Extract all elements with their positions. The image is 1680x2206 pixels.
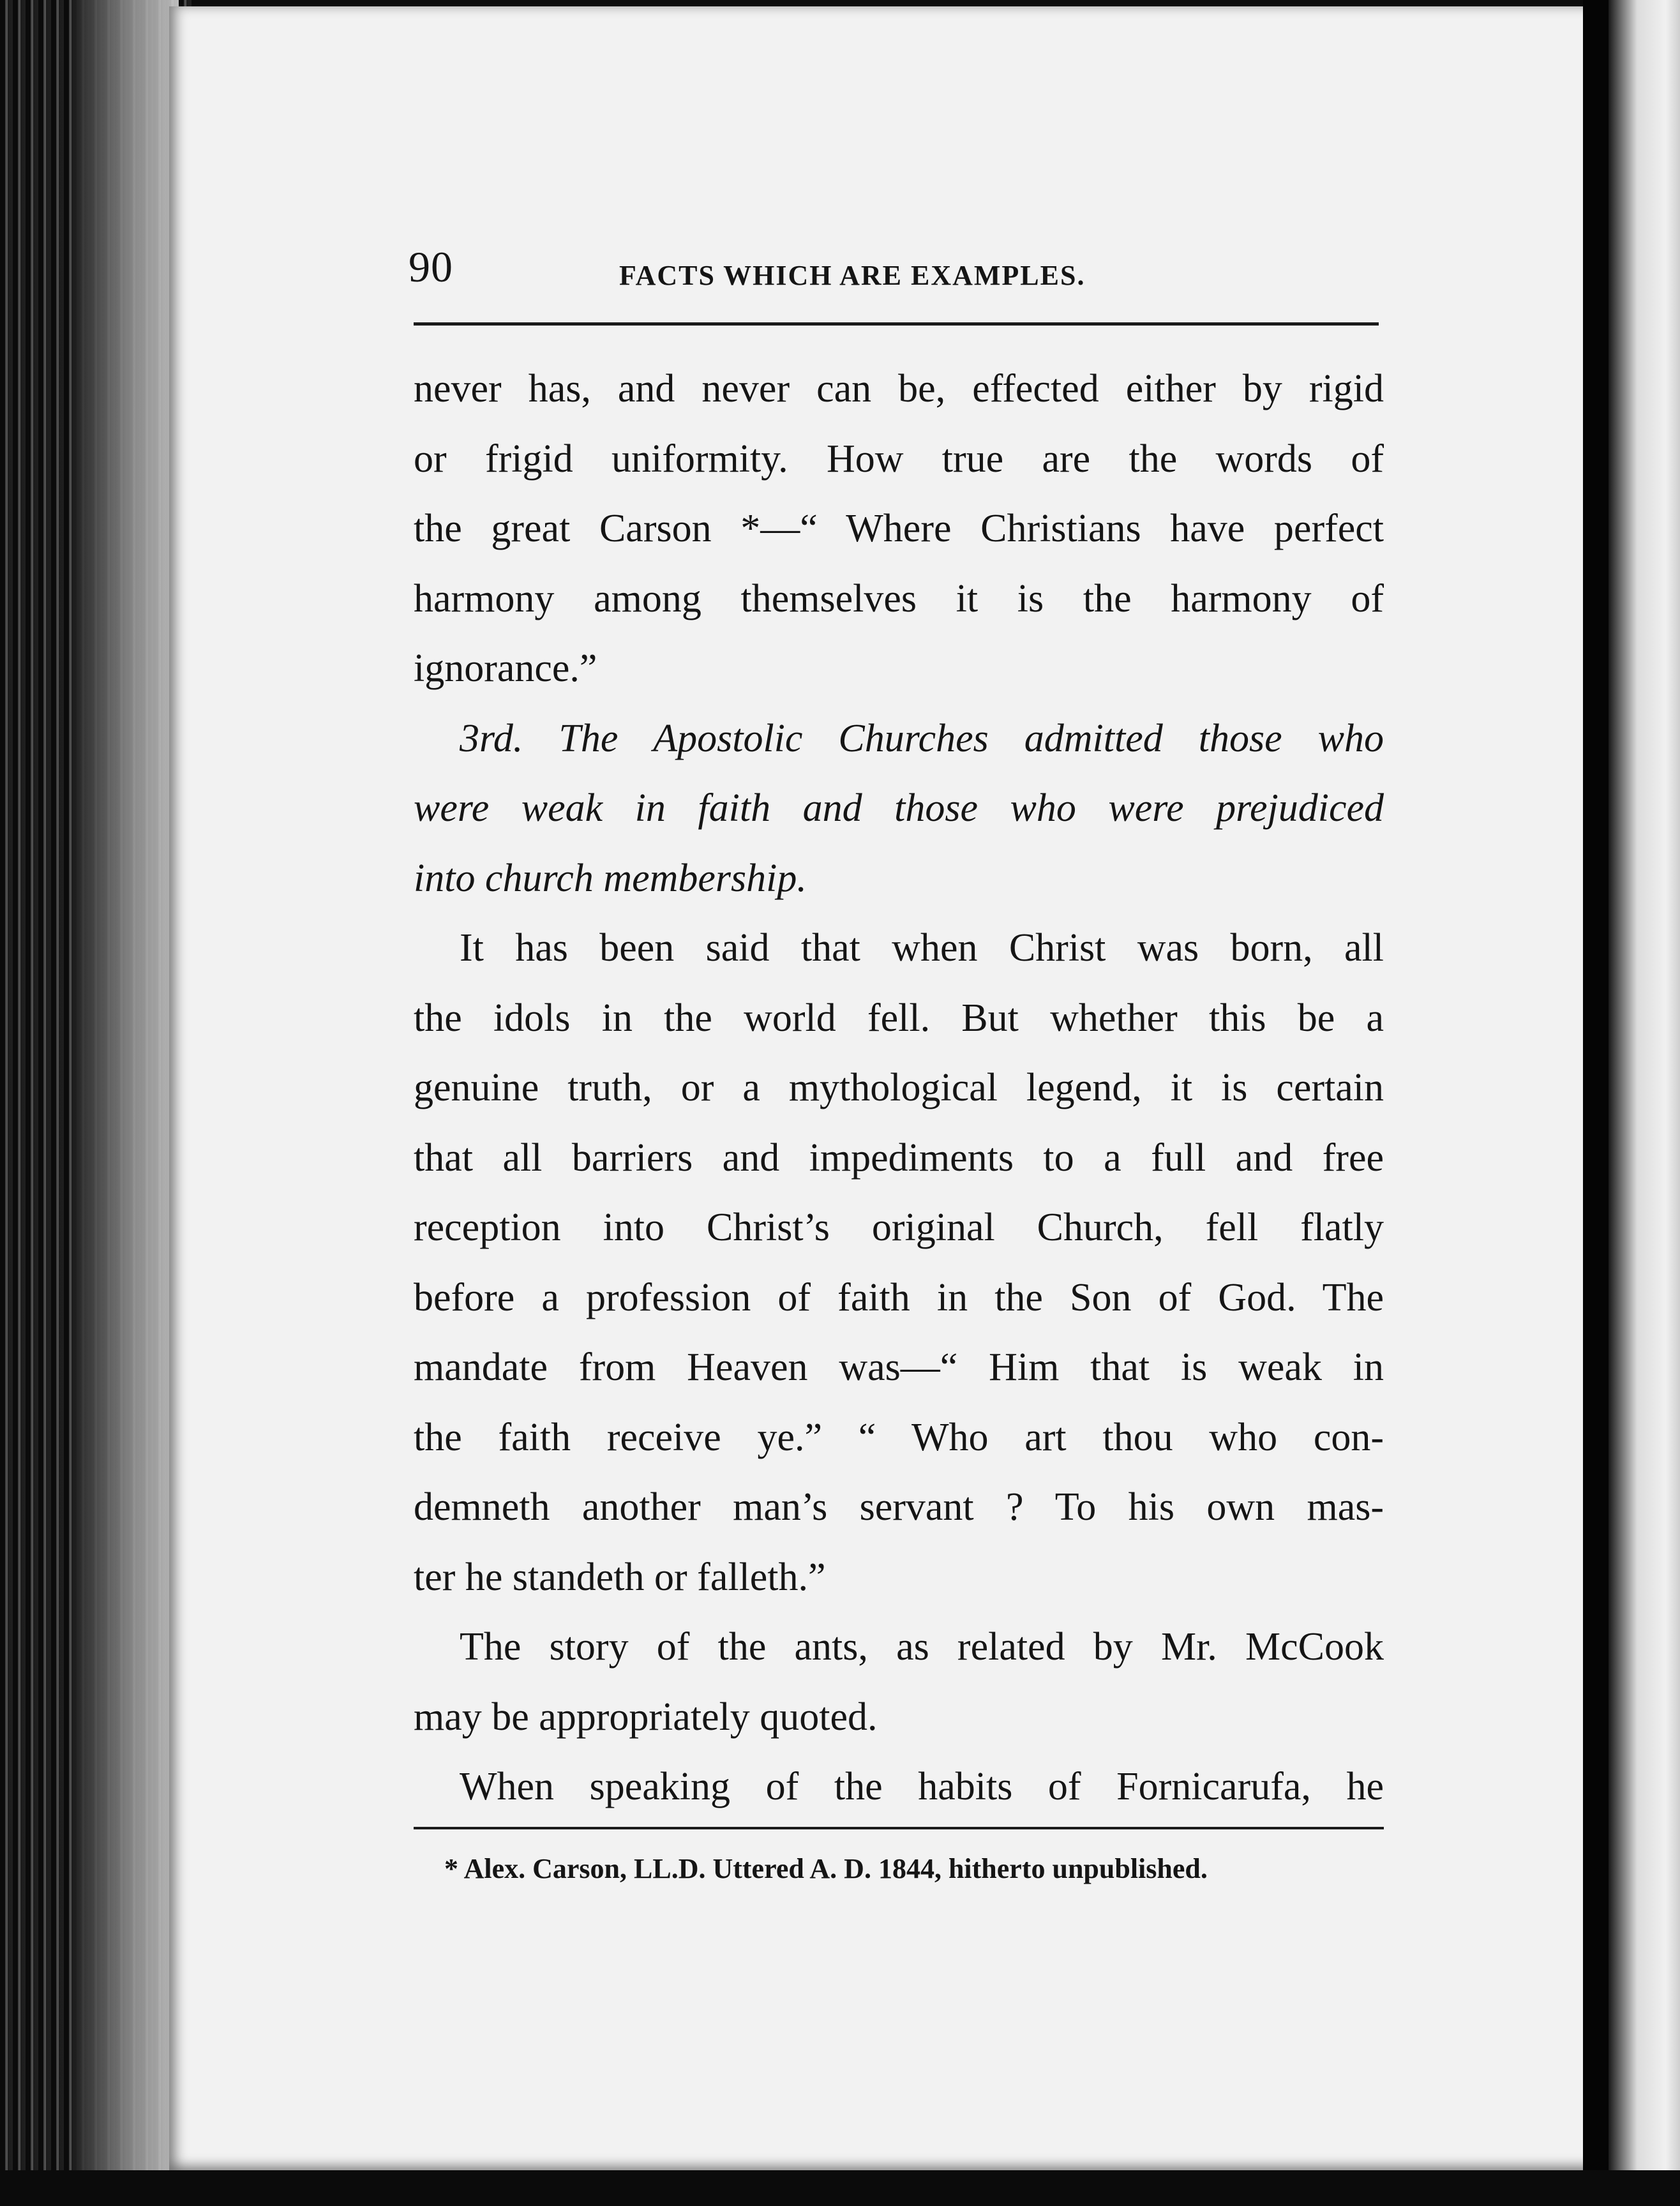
text-line: may be appropriately quoted. [414,1695,878,1739]
text-line: When speaking of the habits of Fornicarufa, he [460,1765,1384,1808]
footnote: * Alex. Carson, LL.D. Uttered A. D. 1844, hitherto unpublished. [444,1853,1208,1884]
text-line: ter he standeth or falleth.” [414,1555,826,1599]
page-number: 90 [409,243,453,291]
running-head: FACTS WHICH ARE EXAMPLES. [619,260,1086,291]
book-page-edges [0,0,191,2206]
text-line: the faith receive ye.” “ Who art thou who con- [414,1415,1384,1459]
section-heading-line: 3rd. The Apostolic Churches admitted those who [460,716,1384,760]
text-line: before a profession of faith in the Son of God. The [414,1275,1384,1319]
text-line: never has, and never can be, effected either by rigid [414,367,1384,410]
text-line: reception into Christ’s original Church, fell flatly [414,1206,1384,1249]
header-rule [414,322,1379,326]
text-line: the idols in the world fell. But whether this be a [414,996,1384,1040]
facing-page-edge [1609,0,1680,2206]
book-gutter [1583,0,1609,2206]
text-line: mandate from Heaven was—“ Him that is weak in [414,1346,1384,1389]
section-heading-line: were weak in faith and those who were prejudiced [414,786,1384,830]
body-text [414,354,1384,1822]
text-line: genuine truth, or a mythological legend, it is certain [414,1066,1384,1109]
text-line: the great Carson *—“ Where Christians have perfect [414,507,1384,550]
text-line: It has been said that when Christ was born, all [460,926,1384,970]
text-line: demneth another man’s servant ? To his own mas- [414,1485,1384,1529]
scan-border [0,2170,1680,2206]
text-line: harmony among themselves it is the harmony of [414,576,1384,620]
section-heading-line: into church membership. [414,856,807,900]
text-line: or frigid uniformity. How true are the words of [414,437,1384,481]
footnote-rule [414,1827,1384,1829]
text-line: that all barriers and impediments to a full and free [414,1136,1384,1180]
text-line: ignorance.” [414,647,597,690]
text-line: The story of the ants, as related by Mr. McCook [460,1625,1384,1669]
